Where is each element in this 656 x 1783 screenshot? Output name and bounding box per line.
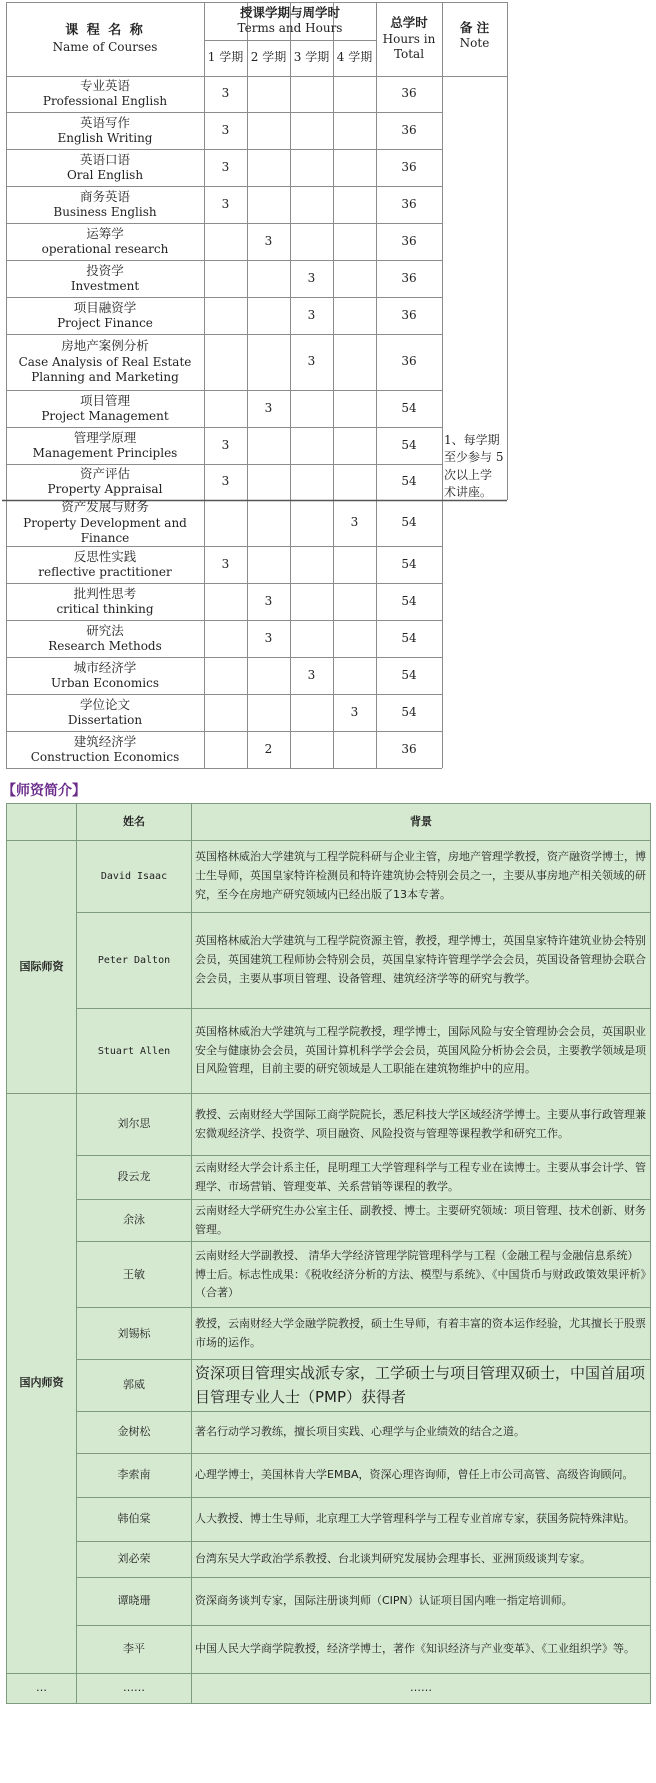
term-1-hours	[204, 620, 247, 657]
faculty-name: 谭晓珊	[77, 1577, 192, 1625]
faculty-row	[7, 1360, 651, 1412]
course-name-en: Case Analysis of Real Estate	[18, 354, 192, 369]
term-4-hours	[333, 464, 376, 500]
faculty-name: 金树松	[77, 1411, 192, 1453]
term-1-hours	[204, 731, 247, 768]
course-name-en: Urban Economics	[51, 675, 159, 690]
course-name-cn: 反思性实践	[73, 548, 137, 564]
faculty-row	[7, 841, 651, 913]
term-4-hours	[333, 731, 376, 768]
faculty-name: 刘锡标	[77, 1308, 192, 1360]
course-name-cn: 建筑经济学	[73, 733, 137, 749]
course-name-cn: 专业英语	[79, 78, 130, 94]
total-hours: 36	[401, 741, 417, 756]
term-3-hours	[290, 464, 333, 500]
course-name-cn: 城市经济学	[73, 659, 137, 675]
course-name-cell	[6, 427, 204, 464]
faculty-footer-ellipsis: ……	[77, 1673, 192, 1703]
faculty-name: 韩伯棠	[77, 1497, 192, 1541]
course-name-cell	[6, 334, 204, 390]
faculty-background: 心理学博士，美国林肯大学EMBA，资深心理咨询师，曾任上市公司高管、高级咨询顾问。	[192, 1453, 651, 1497]
term-4-hours	[333, 260, 376, 297]
total-hours: 54	[401, 515, 417, 530]
term-3-hours: 3	[307, 667, 316, 682]
faculty-row	[7, 1541, 651, 1577]
faculty-background: 云南财经大学会计系主任，昆明理工大学管理科学与工程专业在读博士。主要从事会计学、管理学、市场营销、管理变革、关系营销等课程的教学。	[192, 1156, 651, 1200]
faculty-background: 资深项目管理实战派专家，工学硕士与项目管理双硕士，中国首届项目管理专业人士（PMP）获得者	[192, 1360, 651, 1412]
term-1-hours	[204, 334, 247, 390]
term-3-hours	[290, 731, 333, 768]
term-4-hours	[333, 390, 376, 427]
course-name-en: Business English	[53, 204, 157, 219]
term-1-hours	[204, 583, 247, 620]
total-hours: 36	[401, 270, 417, 285]
terms-header-cn: 授课学期与周学时	[239, 5, 340, 21]
term-4-hours	[333, 297, 376, 334]
faculty-row	[7, 913, 651, 1009]
course-name-en: Professional English	[42, 94, 168, 109]
term-3-hours	[290, 223, 333, 260]
faculty-header-background: 背景	[192, 804, 651, 841]
term-3-hours	[290, 76, 333, 112]
course-name-en: Planning and Marketing	[31, 370, 179, 385]
course-name-en: reflective practitioner	[38, 564, 172, 579]
term-3-hours	[290, 500, 333, 546]
faculty-group-label: 国际师资	[7, 841, 77, 1094]
faculty-background: 教授，云南财经大学金融学院教授，硕士生导师，有着丰富的资本运作经验，尤其擅长于股票市场的运作。	[192, 1308, 651, 1360]
term-1-hours: 3	[221, 437, 230, 452]
course-name-en: Management Principles	[32, 445, 178, 460]
term-1-hours	[204, 390, 247, 427]
faculty-row	[7, 1411, 651, 1453]
term-1-header: 1 学期	[207, 50, 244, 65]
term-3-hours	[290, 186, 333, 223]
faculty-background: 台湾东吴大学政治学系教授、台北谈判研究发展协会理事长、亚洲顶级谈判专家。	[192, 1541, 651, 1577]
terms-header-en: Terms and Hours	[237, 21, 343, 36]
faculty-name: 刘必荣	[77, 1541, 192, 1577]
note-line: 至少参与 5	[444, 450, 504, 465]
course-name-header-en: Name of Courses	[52, 39, 158, 54]
term-3-hours	[290, 149, 333, 186]
faculty-row	[7, 1009, 651, 1094]
term-1-hours	[204, 500, 247, 546]
course-name-cell	[6, 112, 204, 149]
total-hours: 54	[401, 667, 417, 682]
total-hours: 36	[401, 159, 417, 174]
note-line: 次以上学	[444, 467, 493, 482]
total-hours: 54	[401, 437, 417, 452]
faculty-row	[7, 1156, 651, 1200]
course-name-cn: 研究法	[86, 622, 124, 638]
term-1-hours	[204, 657, 247, 694]
faculty-name: 郭威	[77, 1360, 192, 1412]
faculty-background: 资深商务谈判专家，国际注册谈判师（CIPN）认证项目国内唯一指定培训师。	[192, 1577, 651, 1625]
course-name-cell	[6, 390, 204, 427]
term-3-hours	[290, 583, 333, 620]
term-4-header: 4 学期	[336, 50, 373, 65]
total-hours: 54	[401, 704, 417, 719]
term-1-hours	[204, 260, 247, 297]
course-name-en: English Writing	[57, 130, 153, 145]
faculty-header-empty	[7, 804, 77, 841]
faculty-footer-ellipsis: …	[7, 1673, 77, 1703]
faculty-name: 李平	[77, 1625, 192, 1673]
term-2-hours	[247, 112, 290, 149]
term-4-hours	[333, 334, 376, 390]
note-header-cn: 备 注	[459, 20, 490, 35]
total-hours: 54	[401, 556, 417, 571]
course-name-cn: 投资学	[86, 262, 124, 278]
course-name-cell	[6, 260, 204, 297]
term-1-hours	[204, 223, 247, 260]
term-1-hours: 3	[221, 122, 230, 137]
course-name-cell	[6, 546, 204, 583]
faculty-name: 李索南	[77, 1453, 192, 1497]
total-hours: 54	[401, 400, 417, 415]
term-2-hours	[247, 334, 290, 390]
total-header-en-2: Total	[393, 47, 425, 62]
term-3-hours	[290, 546, 333, 583]
note-text	[444, 432, 508, 502]
faculty-background: 教授、云南财经大学国际工商学院院长，悉尼科技大学区域经济学博士。主要从事行政管理兼宏微观经济学、投资学、项目融资、风险投资与管理等课程教学和研究工作。	[192, 1094, 651, 1156]
course-name-cn: 英语写作	[79, 114, 130, 130]
term-2-hours	[247, 427, 290, 464]
course-name-cell	[6, 76, 204, 112]
term-1-hours: 3	[221, 196, 230, 211]
term-3-hours	[290, 112, 333, 149]
faculty-row	[7, 1308, 651, 1360]
course-name-en: Dissertation	[67, 712, 143, 727]
term-1-hours	[204, 297, 247, 334]
term-3-hours	[290, 390, 333, 427]
term-3-header: 3 学期	[293, 50, 330, 65]
faculty-name: 刘尔思	[77, 1094, 192, 1156]
term-4-hours	[333, 112, 376, 149]
term-2-hours: 3	[264, 233, 273, 248]
term-1-hours: 3	[221, 86, 230, 101]
total-hours: 36	[401, 354, 417, 369]
faculty-row	[7, 1577, 651, 1625]
faculty-group-label: 国内师资	[7, 1094, 77, 1674]
term-1-hours: 3	[221, 474, 230, 489]
total-hours: 36	[401, 233, 417, 248]
term-2-hours	[247, 297, 290, 334]
total-hours: 36	[401, 122, 417, 137]
term-2-hours	[247, 500, 290, 546]
faculty-background: 云南财经大学研究生办公室主任、副教授、博士。主要研究领域：项目管理、技术创新、财务管理。	[192, 1200, 651, 1242]
term-2-hours: 3	[264, 400, 273, 415]
total-hours: 54	[401, 593, 417, 608]
faculty-name: Peter Dalton	[77, 913, 192, 1009]
course-name-cell	[6, 223, 204, 260]
faculty-table	[6, 803, 651, 1704]
course-name-cell	[6, 694, 204, 731]
term-3-hours: 3	[307, 270, 316, 285]
course-name-en: Property Development and Finance	[23, 515, 187, 546]
term-2-hours	[247, 149, 290, 186]
faculty-row	[7, 1497, 651, 1541]
term-2-hours	[247, 464, 290, 500]
course-name-cell	[6, 657, 204, 694]
course-name-cell	[6, 500, 204, 546]
term-2-hours	[247, 694, 290, 731]
term-4-hours	[333, 186, 376, 223]
course-name-cn: 管理学原理	[73, 429, 137, 445]
term-4-hours	[333, 546, 376, 583]
course-name-cn: 商务英语	[79, 188, 130, 204]
faculty-footer-row	[7, 1673, 651, 1703]
course-name-cell	[6, 731, 204, 768]
term-2-header: 2 学期	[250, 50, 287, 65]
faculty-background: 英国格林威治大学建筑与工程学院教授，理学博士，国际风险与安全管理协会会员，英国职业安全与健康协会会员，英国计算机科学学会会员，英国风险分析协会会员，主要教学领域是项目风险管理，目前主要的研究领域是人工职能在建筑物维护中的应用。	[192, 1009, 651, 1094]
course-name-cn: 英语口语	[79, 151, 130, 167]
term-3-hours: 3	[307, 307, 316, 322]
course-name-en: operational research	[41, 241, 169, 256]
faculty-name: 王敏	[77, 1242, 192, 1308]
total-hours: 36	[401, 307, 417, 322]
course-name-cell	[6, 583, 204, 620]
term-1-hours	[204, 694, 247, 731]
faculty-background: 英国格林威治大学建筑与工程学院科研与企业主管，房地产管理学教授，资产融资学博士，博士生导师，英国皇家特许检测员和特许建筑协会特别会员之一，主要从事房地产相关领域的研究，至今在房地产研究领域内已经出版了13本专著。	[192, 841, 651, 913]
faculty-footer-ellipsis: ……	[192, 1673, 651, 1703]
faculty-name: 段云龙	[77, 1156, 192, 1200]
total-header-en-1: Hours in	[382, 31, 436, 46]
faculty-header-name: 姓名	[77, 804, 192, 841]
faculty-background: 中国人民大学商学院教授，经济学博士，著作《知识经济与产业变革》、《工业组织学》等。	[192, 1625, 651, 1673]
course-name-cn: 房地产案例分析	[61, 338, 149, 354]
course-name-cell	[6, 464, 204, 500]
course-name-cn: 资产评估	[79, 466, 130, 482]
faculty-background: 人大教授、博士生导师，北京理工大学管理科学与工程专业首席专家，获国务院特殊津贴。	[192, 1497, 651, 1541]
total-hours: 54	[401, 630, 417, 645]
faculty-background: 云南财经大学副教授、 清华大学经济管理学院管理科学与工程（金融工程与金融信息系统）博士后。标志性成果：《税收经济分析的方法、模型与系统》、《中国货币与财政政策效果评析》（合著）	[192, 1242, 651, 1308]
faculty-name: Stuart Allen	[77, 1009, 192, 1094]
course-name-en: Project Management	[41, 408, 169, 423]
term-3-hours: 3	[307, 354, 316, 369]
course-name-cn: 运筹学	[86, 225, 124, 241]
term-1-hours: 3	[221, 556, 230, 571]
term-4-hours	[333, 657, 376, 694]
course-name-en: Investment	[70, 278, 140, 293]
total-hours: 36	[401, 196, 417, 211]
faculty-header-row	[7, 804, 651, 841]
term-1-hours: 3	[221, 159, 230, 174]
course-name-en: Research Methods	[48, 638, 162, 653]
course-name-cell	[6, 620, 204, 657]
course-name-en: Project Finance	[57, 315, 153, 330]
total-header-cn: 总学时	[390, 15, 428, 31]
faculty-background: 英国格林威治大学建筑与工程学院资源主管，教授，理学博士，英国皇家特许建筑业协会特别会员，英国建筑工程师协会特别会员，英国皇家特许管理学学会会员，英国设备管理协会联合会会员，主要从事项目管理、设备管理、建筑经济学等的研究与教学。	[192, 913, 651, 1009]
total-hours: 36	[401, 86, 417, 101]
term-2-hours	[247, 657, 290, 694]
term-4-hours	[333, 76, 376, 112]
note-line: 术讲座。	[444, 485, 493, 500]
faculty-row	[7, 1200, 651, 1242]
course-name-en: Oral English	[66, 167, 144, 182]
faculty-background: 著名行动学习教练，擅长项目实践、心理学与企业绩效的结合之道。	[192, 1411, 651, 1453]
term-4-hours	[333, 223, 376, 260]
course-name-en: Property Appraisal	[47, 482, 163, 497]
note-header-en: Note	[459, 36, 490, 51]
course-name-cell	[6, 297, 204, 334]
course-name-cn: 项目管理	[79, 392, 130, 408]
faculty-section-title: 【师资简介】	[2, 783, 86, 799]
term-2-hours: 3	[264, 593, 273, 608]
term-4-hours: 3	[350, 704, 359, 719]
course-name-en: critical thinking	[56, 601, 154, 616]
course-name-cell	[6, 149, 204, 186]
term-4-hours	[333, 149, 376, 186]
course-name-header-cn: 课 程 名 称	[65, 22, 145, 38]
course-name-cn: 资产发展与财务	[61, 499, 149, 515]
term-2-hours: 3	[264, 630, 273, 645]
term-3-hours	[290, 620, 333, 657]
term-4-hours: 3	[350, 515, 359, 530]
faculty-row	[7, 1625, 651, 1673]
term-3-hours	[290, 694, 333, 731]
faculty-row	[7, 1453, 651, 1497]
term-2-hours	[247, 186, 290, 223]
course-name-cell	[6, 186, 204, 223]
faculty-row	[7, 1094, 651, 1156]
note-line: 1、每学期	[444, 433, 500, 447]
term-4-hours	[333, 427, 376, 464]
course-name-cn: 批判性思考	[73, 585, 137, 601]
term-2-hours	[247, 546, 290, 583]
term-2-hours	[247, 260, 290, 297]
faculty-name: 余泳	[77, 1200, 192, 1242]
term-4-hours	[333, 583, 376, 620]
course-name-en: Construction Economics	[30, 749, 180, 764]
term-3-hours	[290, 427, 333, 464]
course-name-cn: 项目融资学	[73, 299, 137, 315]
total-hours: 54	[401, 474, 417, 489]
term-2-hours	[247, 76, 290, 112]
term-2-hours: 2	[264, 741, 273, 756]
course-name-cn: 学位论文	[79, 696, 130, 712]
term-4-hours	[333, 620, 376, 657]
faculty-row	[7, 1242, 651, 1308]
faculty-name: David Isaac	[77, 841, 192, 913]
